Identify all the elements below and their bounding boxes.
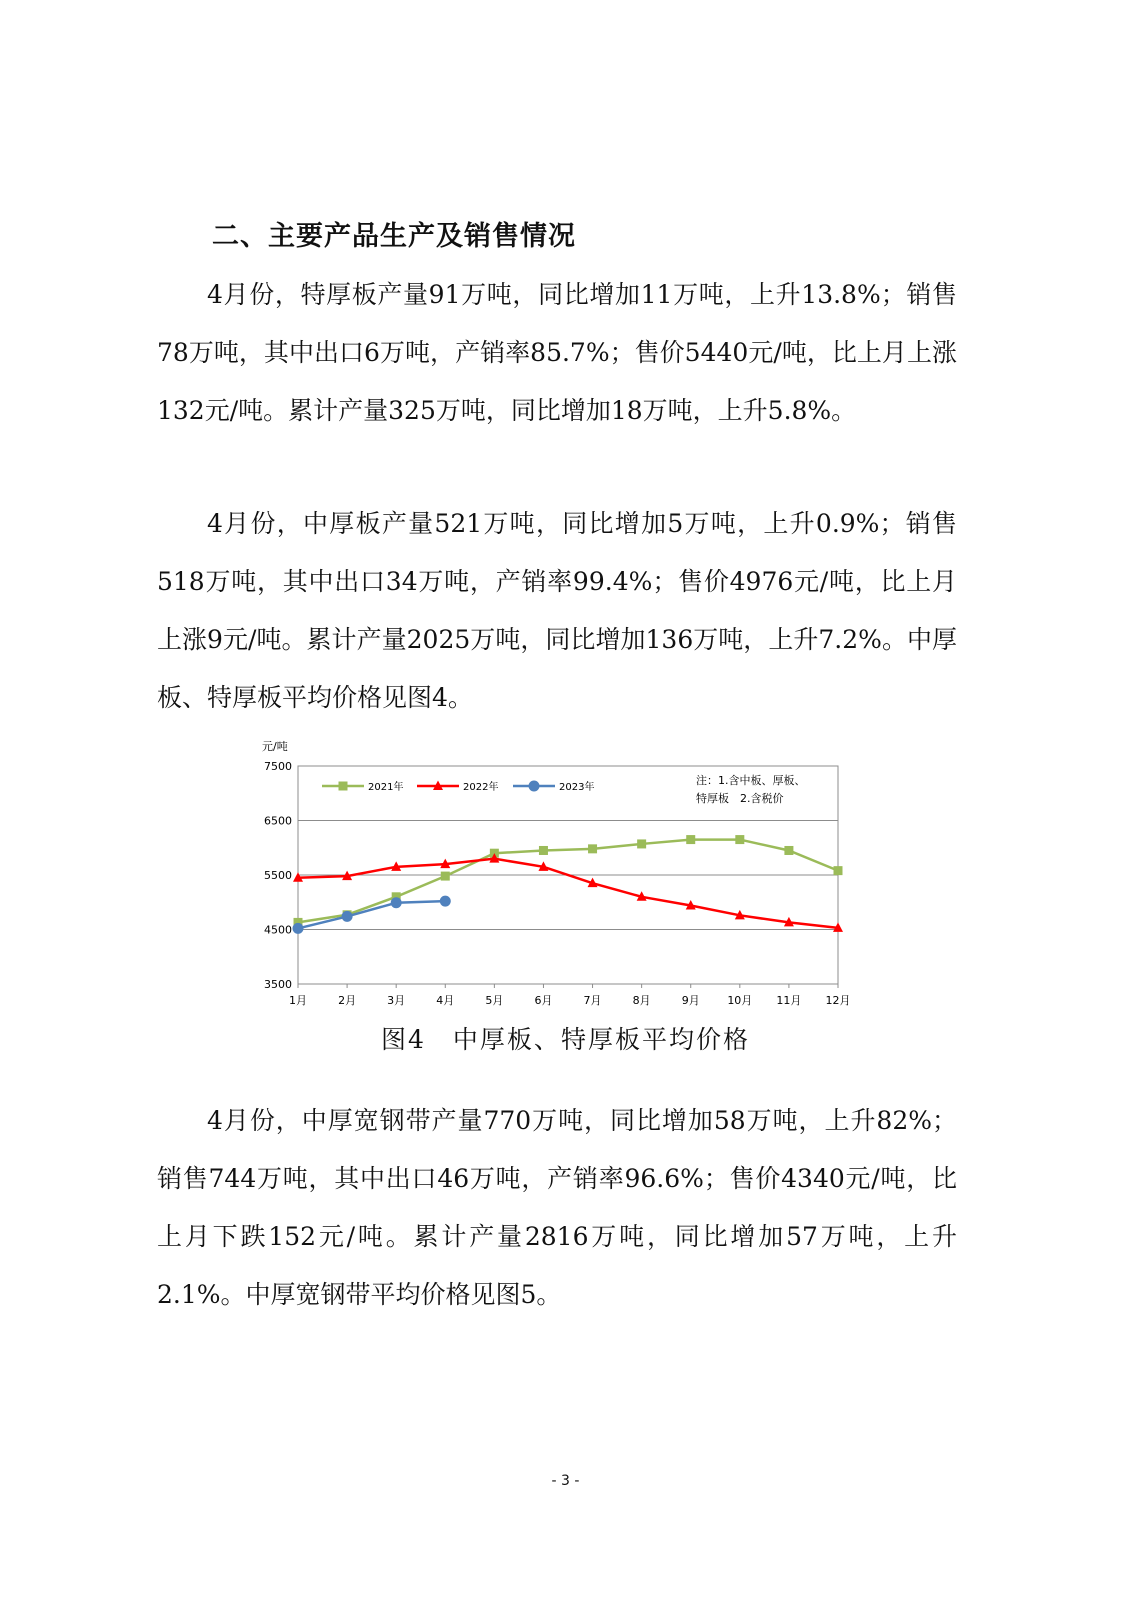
data-point xyxy=(342,911,353,922)
y-axis-label: 元/吨 xyxy=(262,740,288,753)
data-point xyxy=(637,839,646,848)
legend-label: 2023年 xyxy=(559,782,595,793)
x-tick-label: 7月 xyxy=(583,994,602,1007)
y-tick-label: 3500 xyxy=(264,978,292,991)
paragraph-medium-wide-strip: 4月份，中厚宽钢带产量770万吨，同比增加58万吨，上升82%；销售744万吨，其中出口46万吨，产销率96.6%；售价4340元/吨，比上月下跌152元/吨。累计产量2816万吨，同比增加57万吨，上升2.1%。中厚宽钢带平均价格见图5。 xyxy=(157,1106,957,1309)
chart-note-line1: 注：1.含中板、厚板、 xyxy=(696,774,806,787)
paragraph-extra-thick-plate: 4月份，特厚板产量91万吨，同比增加11万吨，上升13.8%；销售78万吨，其中出口6万吨，产销率85.7%；售价5440元/吨，比上月上涨132元/吨。累计产量325万吨，同比增加18万吨，上升5.8%。 xyxy=(157,280,957,425)
x-tick-label: 1月 xyxy=(289,994,307,1007)
x-tick-label: 4月 xyxy=(436,994,455,1007)
section-heading: 二、主要产品生产及销售情况 xyxy=(212,221,576,252)
price-chart-svg xyxy=(250,732,870,1022)
y-tick-label: 6500 xyxy=(264,814,292,828)
data-point xyxy=(539,846,548,855)
x-tick-label: 10月 xyxy=(727,994,753,1007)
x-tick-label: 12月 xyxy=(825,994,851,1007)
y-tick-label: 4500 xyxy=(264,923,292,937)
legend-label: 2021年 xyxy=(368,782,404,793)
data-point xyxy=(441,872,450,881)
legend-marker xyxy=(339,782,348,791)
data-point xyxy=(391,897,402,908)
page-number: - 3 - xyxy=(551,1473,580,1489)
data-point xyxy=(293,923,304,934)
x-tick-label: 9月 xyxy=(681,994,700,1007)
price-chart xyxy=(250,732,870,1022)
data-point xyxy=(588,844,597,853)
data-point xyxy=(784,846,793,855)
legend-label: 2022年 xyxy=(463,782,499,793)
x-tick-label: 5月 xyxy=(485,994,504,1007)
x-tick-label: 3月 xyxy=(387,994,406,1007)
x-tick-label: 8月 xyxy=(632,994,651,1007)
series-line-1 xyxy=(298,859,838,928)
x-tick-label: 2月 xyxy=(338,994,357,1007)
data-point xyxy=(440,896,451,907)
data-point xyxy=(735,835,744,844)
y-tick-label: 7500 xyxy=(264,760,292,773)
legend-marker xyxy=(529,781,540,792)
figure-caption: 图4 中厚板、特厚板平均价格 xyxy=(381,1025,750,1054)
x-tick-label: 6月 xyxy=(534,994,553,1007)
data-point xyxy=(686,835,695,844)
x-tick-label: 11月 xyxy=(776,994,802,1007)
series-line-0 xyxy=(298,840,838,923)
chart-note-line2: 特厚板 2.含税价 xyxy=(696,792,784,805)
y-tick-label: 5500 xyxy=(264,869,292,882)
paragraph-medium-thick-plate: 4月份，中厚板产量521万吨，同比增加5万吨，上升0.9%；销售518万吨，其中出口34万吨，产销率99.4%；售价4976元/吨，比上月上涨9元/吨。累计产量2025万吨，同比增加136万吨，上升7.2%。中厚板、特厚板平均价格见图4。 xyxy=(157,509,957,712)
data-point xyxy=(834,866,843,875)
